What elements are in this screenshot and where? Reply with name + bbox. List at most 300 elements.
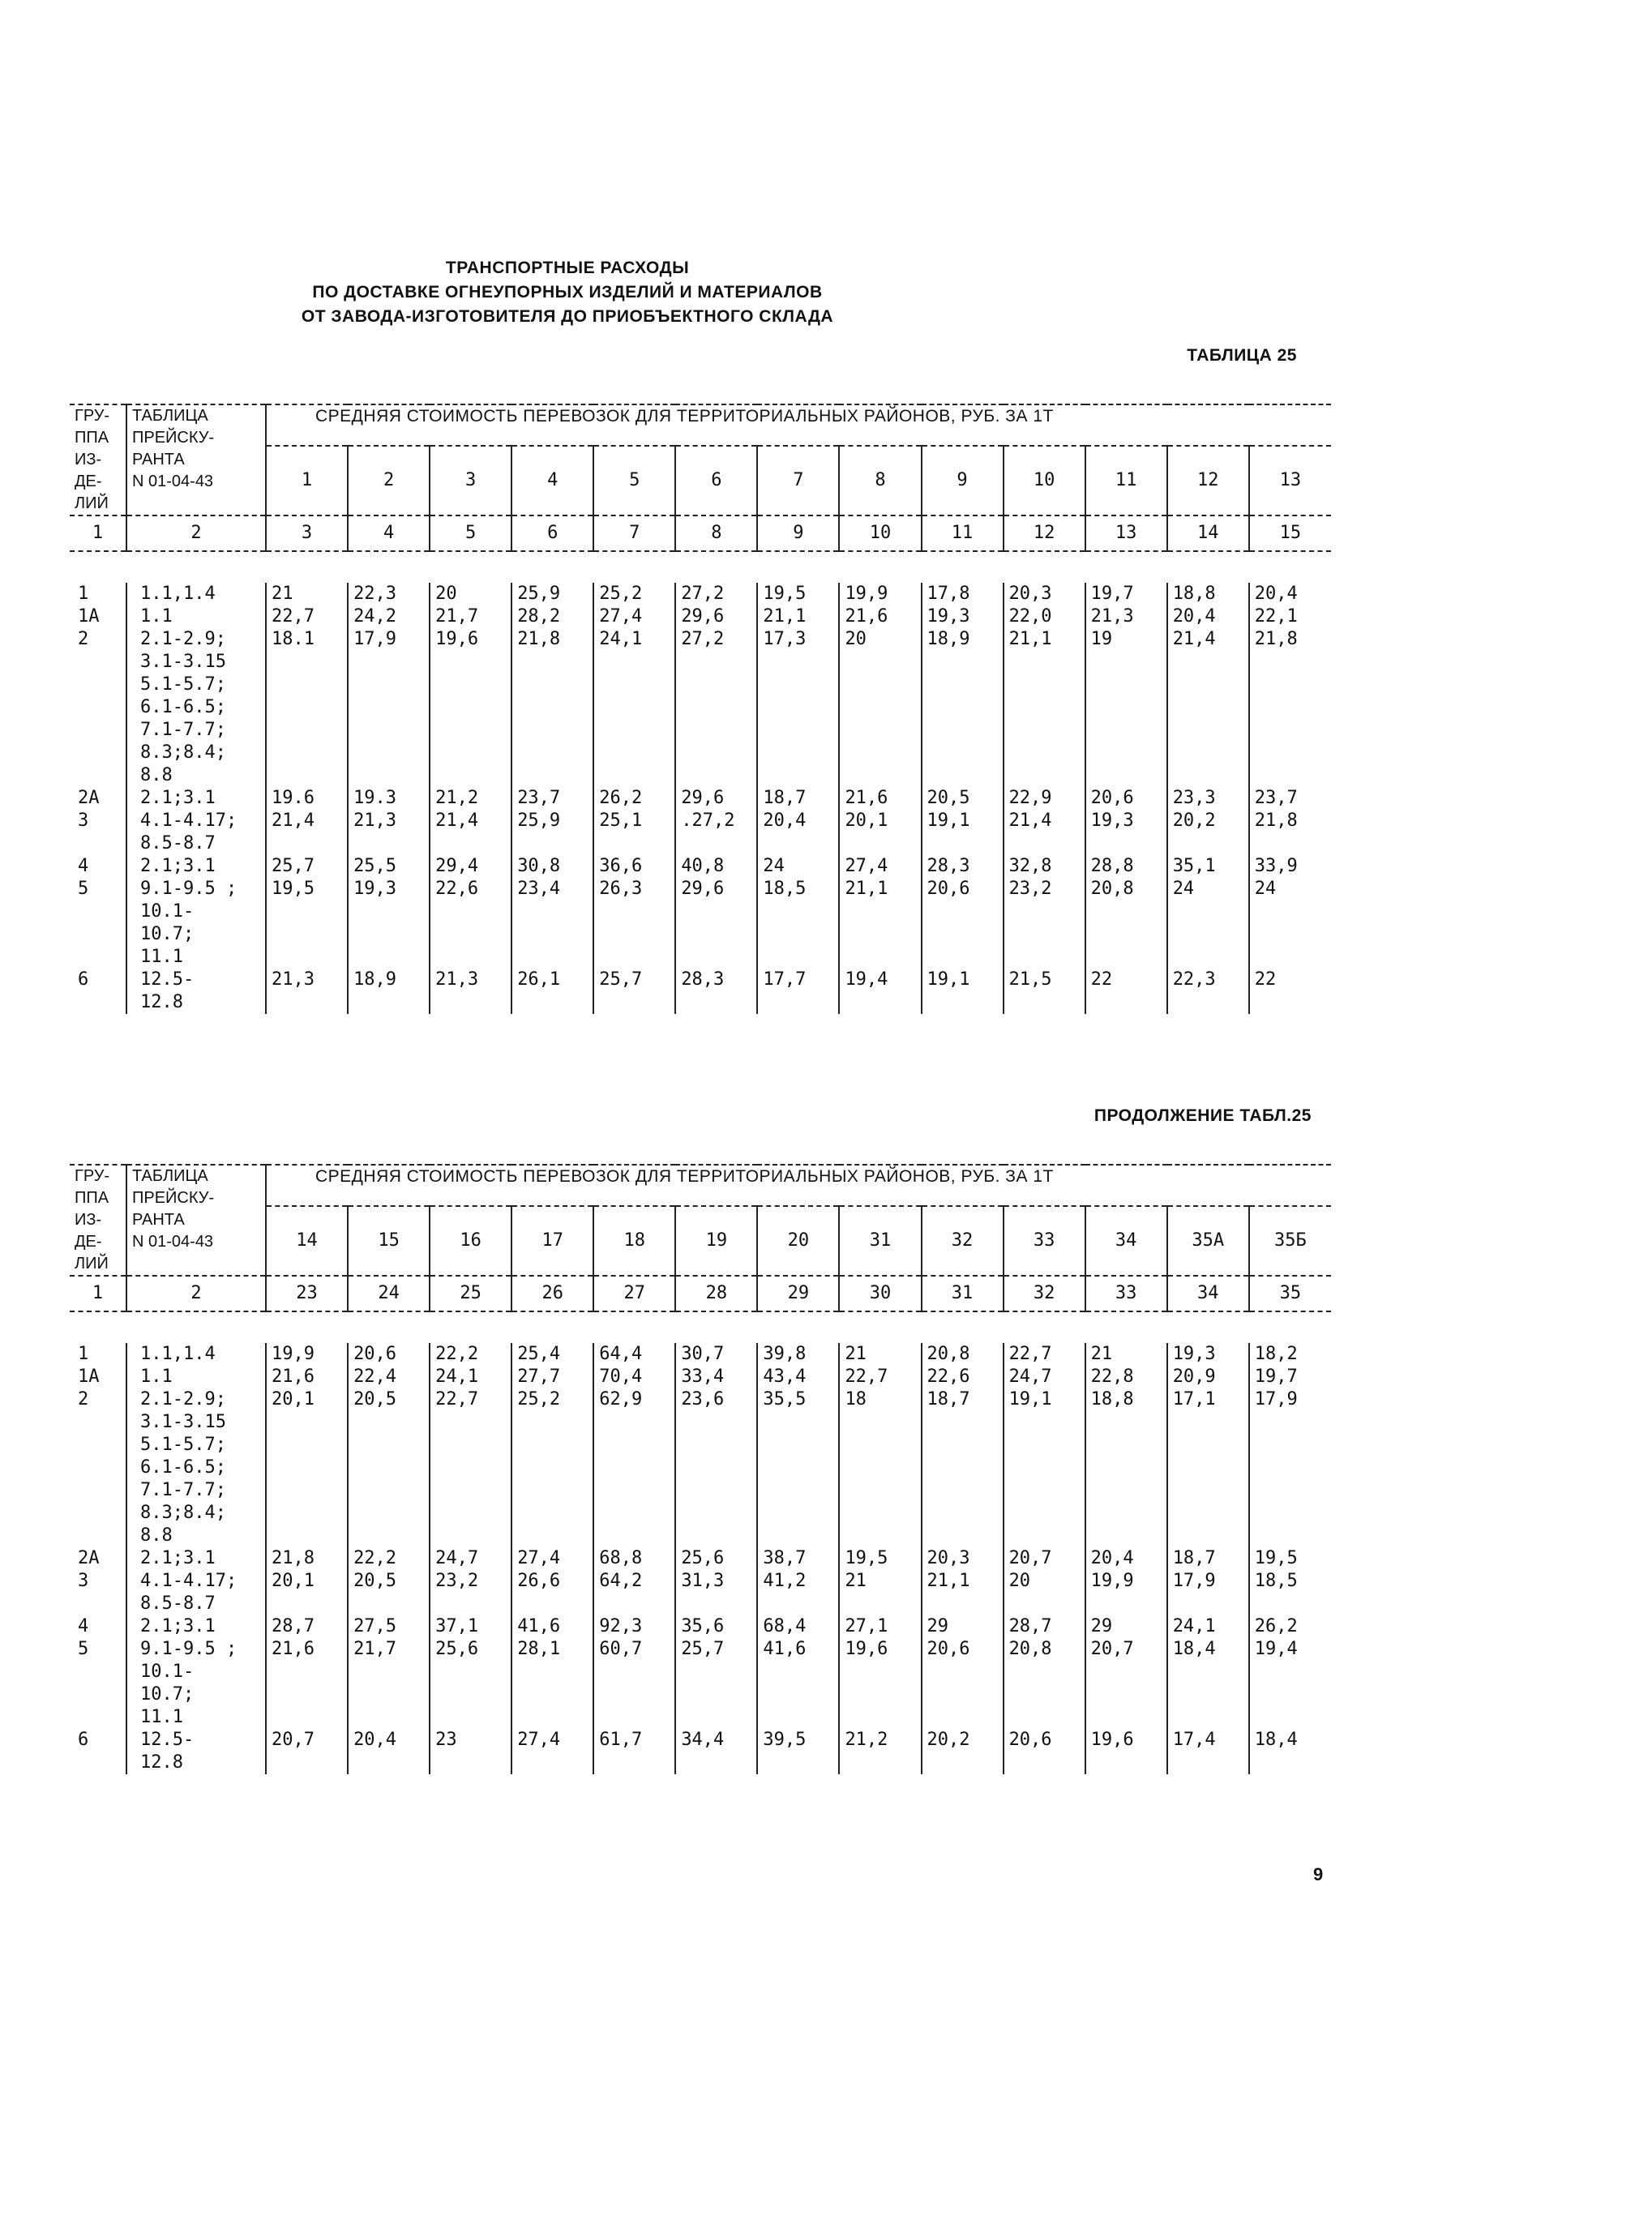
column-number: 7: [593, 515, 675, 551]
column-number: 2: [126, 1276, 266, 1311]
region-header: 31: [839, 1206, 921, 1276]
group-cell: 1: [78, 584, 89, 604]
region-header: 11: [1085, 446, 1167, 515]
header-row: [70, 1165, 1331, 1206]
price-ref-line: 12.5-: [140, 1730, 195, 1750]
value-cell: 17,8: [922, 583, 1004, 605]
title-line-2: ПО ДОСТАВКЕ ОГНЕУПОРНЫХ ИЗДЕЛИЙ И МАТЕРИАЛОВ: [312, 283, 823, 302]
group-cell: 3: [78, 1571, 89, 1591]
price-ref-cell: [126, 878, 266, 969]
column-number: 28: [675, 1276, 757, 1311]
value-cell: 41,6: [757, 1638, 839, 1729]
group-cell: 1А: [78, 606, 100, 627]
table-row: [70, 810, 1331, 855]
value-cell: 19,9: [1085, 1570, 1167, 1615]
super-header: СРЕДНЯЯ СТОИМОСТЬ ПЕРЕВОЗОК ДЛЯ ТЕРРИТОРИАЛЬНЫХ РАЙОНОВ, РУБ. ЗА 1Т: [266, 1165, 1331, 1206]
price-ref-line: 10.1-: [140, 1662, 195, 1682]
value-cell: 21: [266, 583, 348, 605]
column-number: 26: [511, 1276, 593, 1311]
value-cell: 25,9: [511, 583, 593, 605]
price-ref-cell: [126, 1343, 266, 1366]
spacer: [70, 1311, 1331, 1343]
region-header: 4: [511, 446, 593, 515]
column-number: 13: [1085, 515, 1167, 551]
value-cell: 25,7: [593, 969, 675, 1014]
value-cell: 27,2: [675, 628, 757, 787]
value-cell: 20,3: [1004, 583, 1085, 605]
cell-line: N 01-04-43: [132, 1233, 214, 1251]
value-cell: 20,5: [348, 1388, 430, 1547]
group-cell: 5: [78, 879, 89, 899]
value-cell: 21,6: [839, 787, 921, 810]
value-cell: 22,2: [430, 1343, 511, 1366]
group-cell: 1А: [78, 1367, 100, 1387]
price-ref-line: 2.1;3.1: [140, 1548, 216, 1568]
value-cell: .27,2: [675, 810, 757, 855]
column-number: 14: [1167, 515, 1249, 551]
value-cell: 21: [839, 1570, 921, 1615]
value-cell: 21,4: [266, 810, 348, 855]
value-cell: 19,1: [922, 969, 1004, 1014]
value-cell: 19,3: [922, 605, 1004, 628]
value-cell: 26,2: [1249, 1615, 1331, 1638]
region-header: 35А: [1167, 1206, 1249, 1276]
value-cell: 20,7: [266, 1729, 348, 1774]
value-cell: 33,4: [675, 1366, 757, 1388]
price-ref-line: 6.1-6.5;: [140, 697, 226, 717]
value-cell: 36,6: [593, 855, 675, 878]
value-cell: 18,7: [922, 1388, 1004, 1547]
value-cell: 21,1: [757, 605, 839, 628]
value-cell: 21,3: [1085, 605, 1167, 628]
value-cell: 21,6: [839, 605, 921, 628]
value-cell: 22,3: [348, 583, 430, 605]
freight-cost-table-2: [70, 1164, 1331, 1774]
price-ref-line: 9.1-9.5 ;: [140, 879, 238, 899]
price-ref-line: 8.5-8.7: [140, 833, 216, 853]
value-cell: 61,7: [593, 1729, 675, 1774]
value-cell: 28,7: [1004, 1615, 1085, 1638]
group-cell: 6: [78, 1730, 89, 1750]
value-cell: 20,4: [1167, 605, 1249, 628]
value-cell: 25,1: [593, 810, 675, 855]
value-cell: 27,4: [593, 605, 675, 628]
value-cell: 26,2: [593, 787, 675, 810]
value-cell: 35,5: [757, 1388, 839, 1547]
value-cell: 18,2: [1249, 1343, 1331, 1366]
region-header: 3: [430, 446, 511, 515]
value-cell: 30,7: [675, 1343, 757, 1366]
price-ref-line: 6.1-6.5;: [140, 1457, 226, 1478]
column-number-row: [70, 1276, 1331, 1311]
value-cell: 22,6: [430, 878, 511, 969]
cell-line: ЛИЙ: [75, 494, 109, 512]
value-cell: 24,1: [430, 1366, 511, 1388]
table-row: [70, 1570, 1331, 1615]
region-header: 16: [430, 1206, 511, 1276]
value-cell: 25,6: [675, 1547, 757, 1570]
price-ref-line: 10.7;: [140, 924, 195, 944]
value-cell: 43,4: [757, 1366, 839, 1388]
price-ref-line: 2.1-2.9;: [140, 1389, 226, 1409]
column-number: 2: [126, 515, 266, 551]
cell-line: ПРЕЙСКУ-: [132, 1189, 215, 1207]
value-cell: 21,3: [266, 969, 348, 1014]
value-cell: 18,4: [1249, 1729, 1331, 1774]
value-cell: 21,8: [266, 1547, 348, 1570]
column-number: 35: [1249, 1276, 1331, 1311]
region-header: 7: [757, 446, 839, 515]
group-cell: 3: [78, 811, 89, 831]
value-cell: 28,8: [1085, 855, 1167, 878]
value-cell: 20,9: [1167, 1366, 1249, 1388]
value-cell: 20,8: [1004, 1638, 1085, 1729]
value-cell: 21,8: [1249, 628, 1331, 787]
column-number: 31: [922, 1276, 1004, 1311]
column-number: 25: [430, 1276, 511, 1311]
region-header: 13: [1249, 446, 1331, 515]
value-cell: 22,6: [922, 1366, 1004, 1388]
value-cell: 17,9: [1167, 1570, 1249, 1615]
value-cell: 39,8: [757, 1343, 839, 1366]
value-cell: 21,4: [1004, 810, 1085, 855]
value-cell: 23: [430, 1729, 511, 1774]
column-number: 3: [266, 515, 348, 551]
group-cell: 6: [78, 969, 89, 990]
group-cell: 2: [78, 1389, 89, 1409]
column-number: 6: [511, 515, 593, 551]
value-cell: 19,5: [757, 583, 839, 605]
value-cell: 21,8: [1249, 810, 1331, 855]
price-ref-cell: [126, 1388, 266, 1547]
price-ref-line: 8.8: [140, 765, 173, 785]
value-cell: 19,3: [348, 878, 430, 969]
value-cell: 21,2: [430, 787, 511, 810]
column-number: 23: [266, 1276, 348, 1311]
price-ref-cell: [126, 855, 266, 878]
value-cell: 22,7: [1004, 1343, 1085, 1366]
value-cell: 68,8: [593, 1547, 675, 1570]
value-cell: 68,4: [757, 1615, 839, 1638]
value-cell: 30,8: [511, 855, 593, 878]
price-ref-line: 1.1: [140, 606, 173, 627]
region-header: 14: [266, 1206, 348, 1276]
price-ref-line: 2.1-2.9;: [140, 629, 226, 649]
value-cell: 92,3: [593, 1615, 675, 1638]
price-ref-line: 8.3;8.4;: [140, 742, 226, 763]
cell-line: ИЗ-: [75, 451, 102, 468]
value-cell: 27,1: [839, 1615, 921, 1638]
value-cell: 17,3: [757, 628, 839, 787]
price-ref-cell: [126, 810, 266, 855]
value-cell: 22,4: [348, 1366, 430, 1388]
region-header: 12: [1167, 446, 1249, 515]
value-cell: 20,4: [1085, 1547, 1167, 1570]
value-cell: 17,1: [1167, 1388, 1249, 1547]
value-cell: 18,8: [1085, 1388, 1167, 1547]
value-cell: 32,8: [1004, 855, 1085, 878]
value-cell: 18,9: [348, 969, 430, 1014]
value-cell: 19,1: [1004, 1388, 1085, 1547]
value-cell: 19,3: [1085, 810, 1167, 855]
column-number: 12: [1004, 515, 1085, 551]
region-header: 34: [1085, 1206, 1167, 1276]
table-row: [70, 1729, 1331, 1774]
value-cell: 22,7: [266, 605, 348, 628]
price-table-header: [126, 1165, 266, 1276]
value-cell: 19,4: [839, 969, 921, 1014]
value-cell: 17,7: [757, 969, 839, 1014]
column-number: 27: [593, 1276, 675, 1311]
table-row: [70, 583, 1331, 605]
value-cell: 28,2: [511, 605, 593, 628]
value-cell: 19,5: [266, 878, 348, 969]
price-ref-line: 8.8: [140, 1525, 173, 1546]
value-cell: 35,6: [675, 1615, 757, 1638]
cell-line: ППА: [75, 1189, 109, 1207]
value-cell: 20,4: [757, 810, 839, 855]
value-cell: 19,9: [839, 583, 921, 605]
region-header: 33: [1004, 1206, 1085, 1276]
group-cell: 2А: [78, 1548, 100, 1568]
table-row: [70, 1547, 1331, 1570]
group-header: [70, 1165, 126, 1276]
value-cell: 21,1: [922, 1570, 1004, 1615]
title-line-1: ТРАНСПОРТНЫЕ РАСХОДЫ: [445, 259, 690, 277]
value-cell: 19,6: [839, 1638, 921, 1729]
value-cell: 20: [839, 628, 921, 787]
value-cell: 27,4: [839, 855, 921, 878]
value-cell: 24: [1249, 878, 1331, 969]
value-cell: 23,6: [675, 1388, 757, 1547]
value-cell: 29: [922, 1615, 1004, 1638]
value-cell: 19,6: [1085, 1729, 1167, 1774]
cell-line: ДЕ-: [75, 473, 102, 490]
group-cell: 1: [78, 1344, 89, 1364]
title-line-3: ОТ ЗАВОДА-ИЗГОТОВИТЕЛЯ ДО ПРИОБЪЕКТНОГО СКЛАДА: [301, 307, 834, 326]
price-ref-line: 4.1-4.17;: [140, 811, 238, 831]
price-ref-line: 1.1: [140, 1367, 173, 1387]
cell-line: РАНТА: [132, 451, 185, 468]
value-cell: 25,6: [430, 1638, 511, 1729]
column-number: 10: [839, 515, 921, 551]
value-cell: 20,6: [1085, 787, 1167, 810]
table-row: [70, 1366, 1331, 1388]
column-number-row: [70, 515, 1331, 551]
table-row: [70, 878, 1331, 969]
value-cell: 33,9: [1249, 855, 1331, 878]
value-cell: 27,7: [511, 1366, 593, 1388]
table-row: [70, 969, 1331, 1014]
value-cell: 18,5: [1249, 1570, 1331, 1615]
value-cell: 27,4: [511, 1547, 593, 1570]
value-cell: 24: [1167, 878, 1249, 969]
column-number: 30: [839, 1276, 921, 1311]
price-ref-line: 9.1-9.5 ;: [140, 1639, 238, 1659]
price-ref-line: 3.1-3.15: [140, 652, 226, 672]
group-cell: 4: [78, 1616, 89, 1636]
value-cell: 20: [430, 583, 511, 605]
price-ref-cell: [126, 1570, 266, 1615]
price-ref-line: 5.1-5.7;: [140, 1435, 226, 1455]
spacer-row: [70, 1311, 1331, 1343]
region-header: 8: [839, 446, 921, 515]
price-ref-line: 12.5-: [140, 969, 195, 990]
group-header: [70, 404, 126, 515]
region-header: 6: [675, 446, 757, 515]
value-cell: 24,2: [348, 605, 430, 628]
value-cell: 21,3: [430, 969, 511, 1014]
continuation-label: ПРОДОЛЖЕНИЕ ТАБЛ.25: [1093, 1106, 1312, 1125]
value-cell: 24,7: [430, 1547, 511, 1570]
column-number: 8: [675, 515, 757, 551]
region-header: 35Б: [1249, 1206, 1331, 1276]
spacer-row: [70, 551, 1331, 583]
value-cell: 18,7: [757, 787, 839, 810]
value-cell: 25,5: [348, 855, 430, 878]
cell-line: РАНТА: [132, 1211, 185, 1229]
value-cell: 25,7: [266, 855, 348, 878]
value-cell: 28,1: [511, 1638, 593, 1729]
value-cell: 35,1: [1167, 855, 1249, 878]
header-row: [70, 404, 1331, 446]
value-cell: 19,3: [1167, 1343, 1249, 1366]
value-cell: 25,7: [675, 1638, 757, 1729]
column-number: 9: [757, 515, 839, 551]
table-row: [70, 855, 1331, 878]
value-cell: 21,7: [348, 1638, 430, 1729]
value-cell: 22,9: [1004, 787, 1085, 810]
table-row: [70, 628, 1331, 787]
cell-line: N 01-04-43: [132, 473, 214, 490]
table-row: [70, 605, 1331, 628]
value-cell: 18,9: [922, 628, 1004, 787]
price-ref-line: 11.1: [140, 947, 183, 967]
spacer: [70, 551, 1331, 583]
value-cell: 70,4: [593, 1366, 675, 1388]
value-cell: 22,2: [348, 1547, 430, 1570]
price-ref-cell: [126, 969, 266, 1014]
price-ref-cell: [126, 1615, 266, 1638]
value-cell: 25,9: [511, 810, 593, 855]
value-cell: 20,7: [1004, 1547, 1085, 1570]
group-cell: 2: [78, 629, 89, 649]
value-cell: 20,4: [348, 1729, 430, 1774]
value-cell: 17,4: [1167, 1729, 1249, 1774]
value-cell: 23,2: [1004, 878, 1085, 969]
column-number: 5: [430, 515, 511, 551]
value-cell: 41,2: [757, 1570, 839, 1615]
value-cell: 27,4: [511, 1729, 593, 1774]
value-cell: 25,2: [511, 1388, 593, 1547]
value-cell: 19.3: [348, 787, 430, 810]
cell-line: ИЗ-: [75, 1211, 102, 1229]
table-row: [70, 1615, 1331, 1638]
value-cell: 18.1: [266, 628, 348, 787]
column-number: 11: [922, 515, 1004, 551]
value-cell: 22,3: [1167, 969, 1249, 1014]
value-cell: 64,4: [593, 1343, 675, 1366]
value-cell: 38,7: [757, 1547, 839, 1570]
column-number: 29: [757, 1276, 839, 1311]
value-cell: 21,3: [348, 810, 430, 855]
document-title: [0, 256, 1135, 329]
column-number: 15: [1249, 515, 1331, 551]
cell-line: ГРУ-: [75, 407, 110, 425]
price-ref-cell: [126, 1729, 266, 1774]
price-ref-line: 11.1: [140, 1707, 183, 1727]
value-cell: 21,4: [430, 810, 511, 855]
value-cell: 21,5: [1004, 969, 1085, 1014]
value-cell: 39,5: [757, 1729, 839, 1774]
cell-line: ТАБЛИЦА: [132, 1167, 208, 1185]
column-number: 32: [1004, 1276, 1085, 1311]
value-cell: 19,7: [1249, 1366, 1331, 1388]
price-ref-cell: [126, 605, 266, 628]
value-cell: 41,6: [511, 1615, 593, 1638]
value-cell: 37,1: [430, 1615, 511, 1638]
value-cell: 19,9: [266, 1343, 348, 1366]
price-ref-cell: [126, 628, 266, 787]
value-cell: 21,7: [430, 605, 511, 628]
value-cell: 22,8: [1085, 1366, 1167, 1388]
region-header: 5: [593, 446, 675, 515]
value-cell: 24,7: [1004, 1366, 1085, 1388]
price-ref-line: 3.1-3.15: [140, 1412, 226, 1432]
cell-line: ЛИЙ: [75, 1255, 109, 1273]
value-cell: 34,4: [675, 1729, 757, 1774]
region-header: 15: [348, 1206, 430, 1276]
value-cell: 19.6: [266, 787, 348, 810]
value-cell: 29,6: [675, 878, 757, 969]
price-ref-cell: [126, 583, 266, 605]
value-cell: 20: [1004, 1570, 1085, 1615]
value-cell: 20,6: [922, 1638, 1004, 1729]
value-cell: 19,4: [1249, 1638, 1331, 1729]
group-cell: 4: [78, 856, 89, 876]
value-cell: 22,7: [839, 1366, 921, 1388]
value-cell: 19,5: [1249, 1547, 1331, 1570]
column-number: 1: [70, 1276, 126, 1311]
value-cell: 20,5: [348, 1570, 430, 1615]
value-cell: 20,4: [1249, 583, 1331, 605]
table-label: ТАБЛИЦА 25: [1187, 346, 1297, 365]
column-number: 34: [1167, 1276, 1249, 1311]
region-header: 17: [511, 1206, 593, 1276]
region-header: 20: [757, 1206, 839, 1276]
group-cell: 2А: [78, 788, 100, 808]
value-cell: 20,5: [922, 787, 1004, 810]
value-cell: 28,3: [922, 855, 1004, 878]
value-cell: 20,1: [266, 1388, 348, 1547]
value-cell: 17,9: [1249, 1388, 1331, 1547]
cell-line: ПРЕЙСКУ-: [132, 429, 215, 447]
region-header: 9: [922, 446, 1004, 515]
value-cell: 20,7: [1085, 1638, 1167, 1729]
value-cell: 22,7: [430, 1388, 511, 1547]
value-cell: 23,4: [511, 878, 593, 969]
region-header: 18: [593, 1206, 675, 1276]
value-cell: 24: [757, 855, 839, 878]
price-ref-line: 1.1,1.4: [140, 584, 216, 604]
column-number: 24: [348, 1276, 430, 1311]
column-number: 4: [348, 515, 430, 551]
value-cell: 18: [839, 1388, 921, 1547]
value-cell: 60,7: [593, 1638, 675, 1729]
price-ref-line: 7.1-7.7;: [140, 720, 226, 740]
table-row: [70, 1343, 1331, 1366]
value-cell: 31,3: [675, 1570, 757, 1615]
